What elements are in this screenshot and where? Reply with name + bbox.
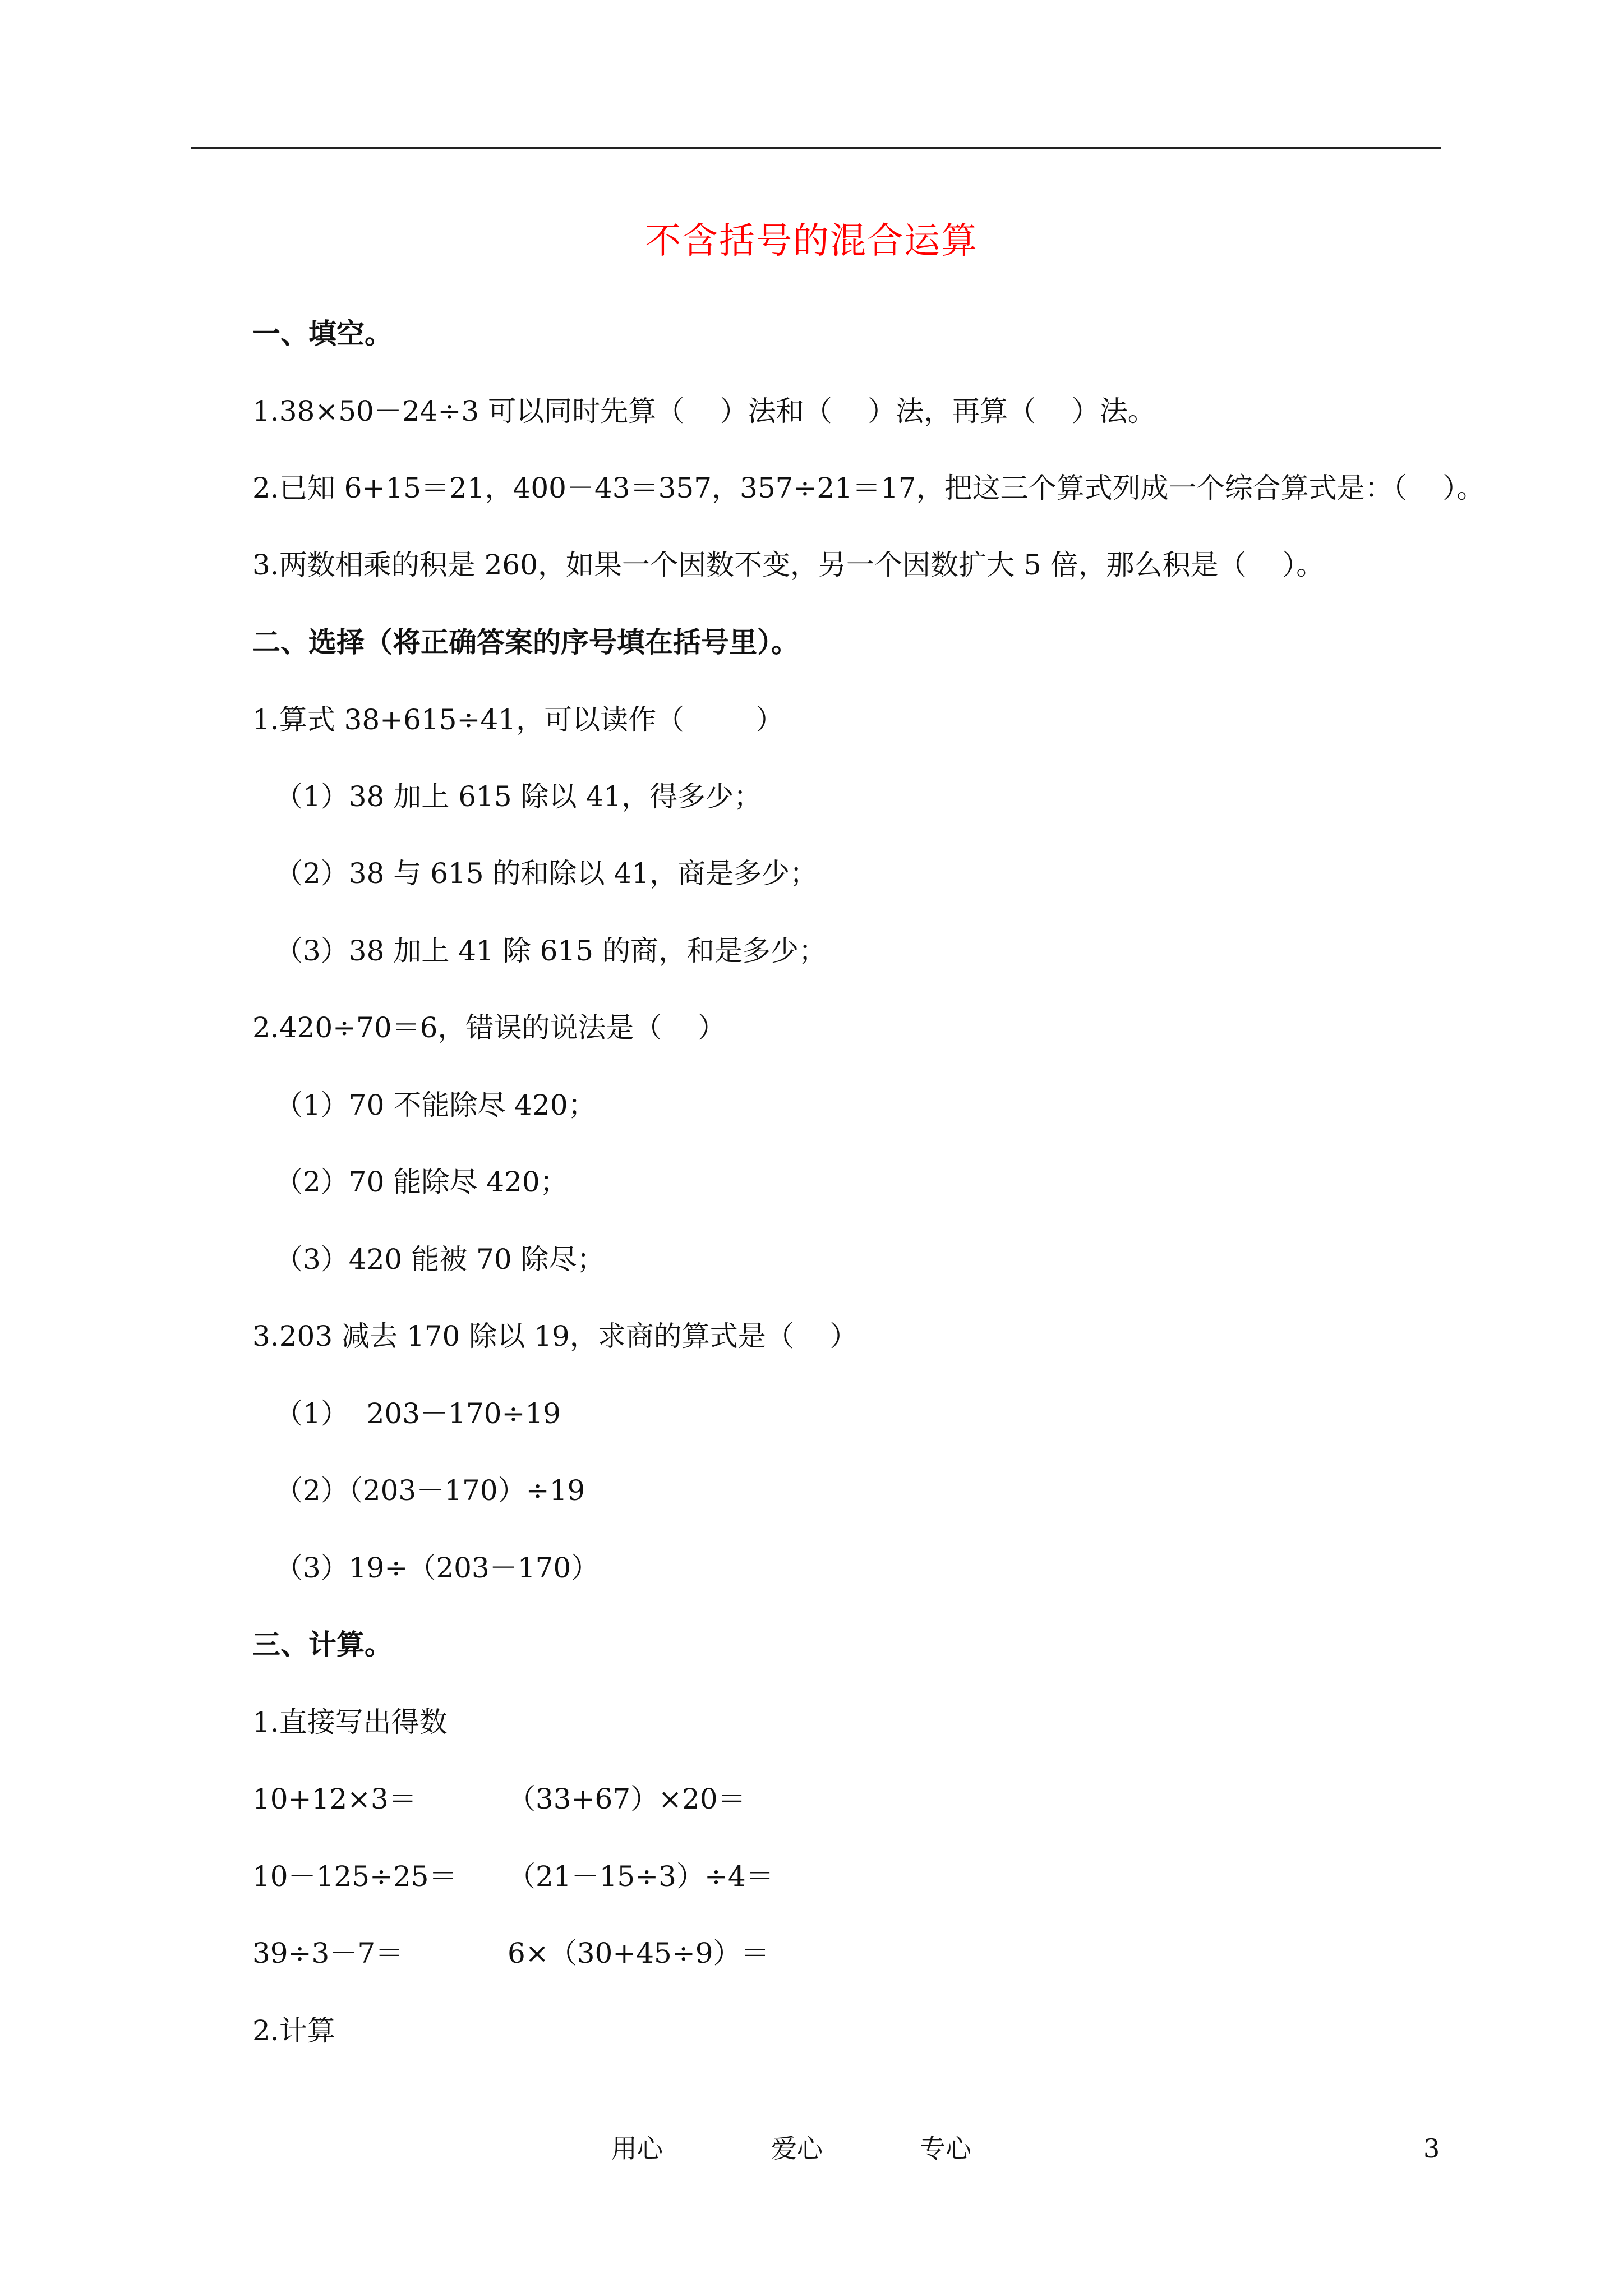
calc-item: 10－125÷25＝: [252, 1860, 457, 1893]
fill-question-3: 3.两数相乘的积是 260，如果一个因数不变，另一个因数扩大 5 倍，那么积是（ ）。: [252, 549, 1325, 581]
calc-item: 6×（30+45÷9）＝: [508, 1937, 769, 1970]
calc-item: （21－15÷3）÷4＝: [508, 1860, 774, 1893]
section-3-heading: 三、计算。: [252, 1628, 393, 1661]
choice-3-option-2: （2）（203－170）÷19: [275, 1474, 585, 1507]
footer-text-1: 用心: [611, 2133, 663, 2164]
choice-1-option-2: （2）38 与 615 的和除以 41，商是多少；: [275, 857, 818, 890]
calc-subheading-2: 2.计算: [252, 2014, 335, 2047]
calc-item: 39÷3－7＝: [252, 1937, 404, 1970]
choice-3-option-3: （3）19÷（203－170）: [275, 1552, 600, 1584]
fill-question-2: 2.已知 6+15＝21，400－43＝357，357÷21＝17，把这三个算式列成一个综合算式是：（ ）。: [252, 472, 1485, 504]
choice-question-3: 3.203 减去 170 除以 19，求商的算式是（ ）: [252, 1320, 858, 1352]
section-2-heading: 二、选择（将正确答案的序号填在括号里）。: [252, 625, 799, 659]
footer-text-3: 专心: [920, 2133, 971, 2164]
calc-item: 10+12×3＝: [252, 1783, 417, 1815]
choice-2-option-2: （2）70 能除尽 420；: [275, 1166, 568, 1198]
choice-1-option-3: （3）38 加上 41 除 615 的商，和是多少；: [275, 935, 827, 967]
section-1-heading: 一、填空。: [252, 317, 393, 350]
choice-1-option-1: （1）38 加上 615 除以 41，得多少；: [275, 780, 762, 813]
choice-question-1: 1.算式 38+615÷41，可以读作（ ）: [252, 703, 784, 736]
fill-question-1: 1.38×50－24÷3 可以同时先算（ ）法和（ ）法，再算（ ）法。: [252, 395, 1156, 427]
choice-question-2: 2.420÷70＝6，错误的说法是（ ）: [252, 1011, 726, 1044]
choice-2-option-3: （3）420 能被 70 除尽；: [275, 1243, 605, 1276]
choice-2-option-1: （1）70 不能除尽 420；: [275, 1089, 596, 1121]
calc-subheading-1: 1.直接写出得数: [252, 1706, 448, 1738]
choice-3-option-1: （1） 203－170÷19: [275, 1397, 561, 1430]
footer-text-2: 爱心: [771, 2133, 823, 2164]
page-title: 不含括号的混合运算: [645, 220, 978, 262]
calc-item: （33+67）×20＝: [508, 1783, 746, 1815]
page-number: 3: [1423, 2133, 1440, 2164]
header-rule: [191, 147, 1441, 149]
